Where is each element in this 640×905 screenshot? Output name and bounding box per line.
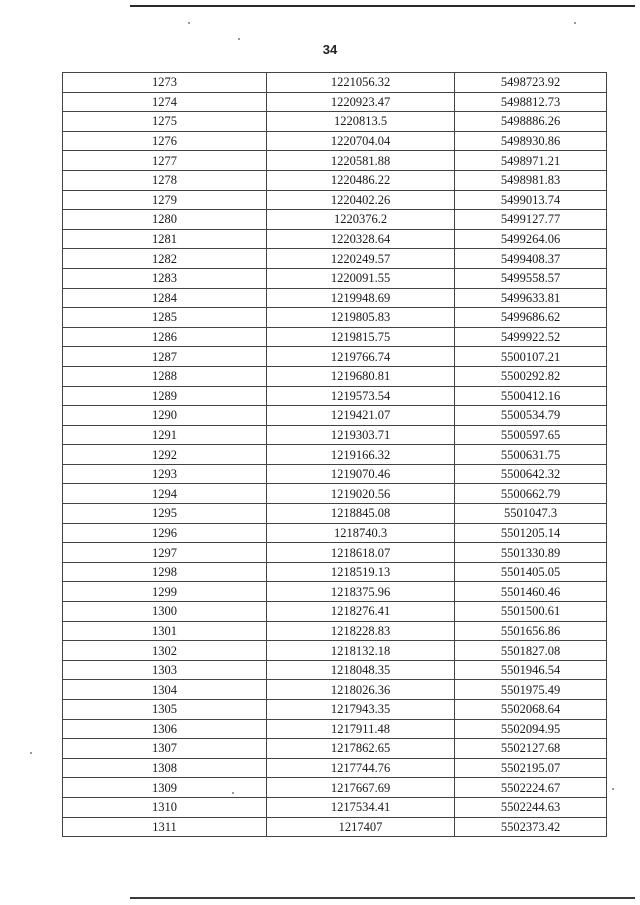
x-coordinate-cell: 1217862.65 bbox=[267, 739, 455, 759]
point-number-cell: 1310 bbox=[63, 797, 267, 817]
y-coordinate-cell: 5499264.06 bbox=[455, 229, 607, 249]
table-row bbox=[63, 660, 607, 680]
table-row bbox=[63, 739, 607, 759]
table-row bbox=[63, 523, 607, 543]
y-coordinate-cell: 5502244.63 bbox=[455, 797, 607, 817]
x-coordinate-cell: 1218026.36 bbox=[267, 680, 455, 700]
point-number-cell: 1306 bbox=[63, 719, 267, 739]
x-coordinate-cell: 1219070.46 bbox=[267, 464, 455, 484]
point-number-cell: 1298 bbox=[63, 562, 267, 582]
y-coordinate-cell: 5500597.65 bbox=[455, 425, 607, 445]
point-number-cell: 1281 bbox=[63, 229, 267, 249]
point-number-cell: 1297 bbox=[63, 543, 267, 563]
scan-speck bbox=[574, 22, 576, 24]
x-coordinate-cell: 1219680.81 bbox=[267, 366, 455, 386]
table-row bbox=[63, 386, 607, 406]
table-row bbox=[63, 131, 607, 151]
scan-speck bbox=[238, 38, 240, 40]
x-coordinate-cell: 1217911.48 bbox=[267, 719, 455, 739]
y-coordinate-cell: 5498930.86 bbox=[455, 131, 607, 151]
table-row bbox=[63, 73, 607, 93]
point-number-cell: 1296 bbox=[63, 523, 267, 543]
y-coordinate-cell: 5498723.92 bbox=[455, 73, 607, 93]
point-number-cell: 1284 bbox=[63, 288, 267, 308]
coordinates-table-body bbox=[63, 73, 607, 837]
x-coordinate-cell: 1220813.5 bbox=[267, 112, 455, 132]
table-row bbox=[63, 210, 607, 230]
point-number-cell: 1311 bbox=[63, 817, 267, 837]
table-row bbox=[63, 347, 607, 367]
point-number-cell: 1307 bbox=[63, 739, 267, 759]
y-coordinate-cell: 5501827.08 bbox=[455, 641, 607, 661]
point-number-cell: 1305 bbox=[63, 700, 267, 720]
table-row bbox=[63, 327, 607, 347]
x-coordinate-cell: 1218228.83 bbox=[267, 621, 455, 641]
y-coordinate-cell: 5498971.21 bbox=[455, 151, 607, 171]
point-number-cell: 1290 bbox=[63, 406, 267, 426]
y-coordinate-cell: 5502127.68 bbox=[455, 739, 607, 759]
point-number-cell: 1293 bbox=[63, 464, 267, 484]
y-coordinate-cell: 5499558.57 bbox=[455, 268, 607, 288]
y-coordinate-cell: 5500631.75 bbox=[455, 445, 607, 465]
point-number-cell: 1299 bbox=[63, 582, 267, 602]
table-row bbox=[63, 719, 607, 739]
bottom-border-line bbox=[130, 897, 635, 899]
point-number-cell: 1309 bbox=[63, 778, 267, 798]
x-coordinate-cell: 1218740.3 bbox=[267, 523, 455, 543]
table-row bbox=[63, 288, 607, 308]
x-coordinate-cell: 1217667.69 bbox=[267, 778, 455, 798]
x-coordinate-cell: 1220923.47 bbox=[267, 92, 455, 112]
table-row bbox=[63, 797, 607, 817]
point-number-cell: 1295 bbox=[63, 504, 267, 524]
x-coordinate-cell: 1219166.32 bbox=[267, 445, 455, 465]
x-coordinate-cell: 1221056.32 bbox=[267, 73, 455, 93]
scan-speck bbox=[188, 22, 190, 24]
x-coordinate-cell: 1219766.74 bbox=[267, 347, 455, 367]
table-row bbox=[63, 621, 607, 641]
y-coordinate-cell: 5501946.54 bbox=[455, 660, 607, 680]
table-row bbox=[63, 308, 607, 328]
x-coordinate-cell: 1218375.96 bbox=[267, 582, 455, 602]
y-coordinate-cell: 5498812.73 bbox=[455, 92, 607, 112]
y-coordinate-cell: 5500107.21 bbox=[455, 347, 607, 367]
point-number-cell: 1274 bbox=[63, 92, 267, 112]
x-coordinate-cell: 1220704.04 bbox=[267, 131, 455, 151]
y-coordinate-cell: 5501047.3 bbox=[455, 504, 607, 524]
y-coordinate-cell: 5499013.74 bbox=[455, 190, 607, 210]
x-coordinate-cell: 1219020.56 bbox=[267, 484, 455, 504]
x-coordinate-cell: 1218519.13 bbox=[267, 562, 455, 582]
table-row bbox=[63, 817, 607, 837]
point-number-cell: 1282 bbox=[63, 249, 267, 269]
top-border-line bbox=[130, 5, 635, 7]
point-number-cell: 1302 bbox=[63, 641, 267, 661]
x-coordinate-cell: 1220581.88 bbox=[267, 151, 455, 171]
table-row bbox=[63, 562, 607, 582]
x-coordinate-cell: 1217407 bbox=[267, 817, 455, 837]
y-coordinate-cell: 5502195.07 bbox=[455, 758, 607, 778]
table-row bbox=[63, 582, 607, 602]
point-number-cell: 1287 bbox=[63, 347, 267, 367]
point-number-cell: 1280 bbox=[63, 210, 267, 230]
point-number-cell: 1304 bbox=[63, 680, 267, 700]
y-coordinate-cell: 5501656.86 bbox=[455, 621, 607, 641]
point-number-cell: 1285 bbox=[63, 308, 267, 328]
table-row bbox=[63, 190, 607, 210]
y-coordinate-cell: 5500662.79 bbox=[455, 484, 607, 504]
y-coordinate-cell: 5501330.89 bbox=[455, 543, 607, 563]
table-row bbox=[63, 484, 607, 504]
x-coordinate-cell: 1219948.69 bbox=[267, 288, 455, 308]
table-row bbox=[63, 445, 607, 465]
x-coordinate-cell: 1218845.08 bbox=[267, 504, 455, 524]
y-coordinate-cell: 5502068.64 bbox=[455, 700, 607, 720]
table-row bbox=[63, 758, 607, 778]
x-coordinate-cell: 1218618.07 bbox=[267, 543, 455, 563]
y-coordinate-cell: 5499922.52 bbox=[455, 327, 607, 347]
y-coordinate-cell: 5502094.95 bbox=[455, 719, 607, 739]
x-coordinate-cell: 1217943.35 bbox=[267, 700, 455, 720]
x-coordinate-cell: 1219303.71 bbox=[267, 425, 455, 445]
point-number-cell: 1283 bbox=[63, 268, 267, 288]
point-number-cell: 1286 bbox=[63, 327, 267, 347]
coordinates-table bbox=[62, 72, 607, 837]
y-coordinate-cell: 5501205.14 bbox=[455, 523, 607, 543]
y-coordinate-cell: 5502224.67 bbox=[455, 778, 607, 798]
y-coordinate-cell: 5499686.62 bbox=[455, 308, 607, 328]
x-coordinate-cell: 1220376.2 bbox=[267, 210, 455, 230]
point-number-cell: 1288 bbox=[63, 366, 267, 386]
x-coordinate-cell: 1218048.35 bbox=[267, 660, 455, 680]
table-row bbox=[63, 151, 607, 171]
y-coordinate-cell: 5500642.32 bbox=[455, 464, 607, 484]
y-coordinate-cell: 5498886.26 bbox=[455, 112, 607, 132]
y-coordinate-cell: 5498981.83 bbox=[455, 170, 607, 190]
x-coordinate-cell: 1219573.54 bbox=[267, 386, 455, 406]
x-coordinate-cell: 1220328.64 bbox=[267, 229, 455, 249]
y-coordinate-cell: 5499127.77 bbox=[455, 210, 607, 230]
table-row bbox=[63, 249, 607, 269]
x-coordinate-cell: 1218276.41 bbox=[267, 602, 455, 622]
table-row bbox=[63, 641, 607, 661]
scan-speck bbox=[612, 788, 614, 790]
y-coordinate-cell: 5500534.79 bbox=[455, 406, 607, 426]
y-coordinate-cell: 5501500.61 bbox=[455, 602, 607, 622]
table-row bbox=[63, 92, 607, 112]
table-row bbox=[63, 543, 607, 563]
y-coordinate-cell: 5501405.05 bbox=[455, 562, 607, 582]
scan-speck bbox=[232, 792, 234, 794]
x-coordinate-cell: 1220402.26 bbox=[267, 190, 455, 210]
y-coordinate-cell: 5499408.37 bbox=[455, 249, 607, 269]
x-coordinate-cell: 1220091.55 bbox=[267, 268, 455, 288]
point-number-cell: 1303 bbox=[63, 660, 267, 680]
y-coordinate-cell: 5500412.16 bbox=[455, 386, 607, 406]
point-number-cell: 1278 bbox=[63, 170, 267, 190]
y-coordinate-cell: 5501975.49 bbox=[455, 680, 607, 700]
table-row bbox=[63, 504, 607, 524]
y-coordinate-cell: 5499633.81 bbox=[455, 288, 607, 308]
point-number-cell: 1308 bbox=[63, 758, 267, 778]
point-number-cell: 1277 bbox=[63, 151, 267, 171]
point-number-cell: 1300 bbox=[63, 602, 267, 622]
table-row bbox=[63, 366, 607, 386]
point-number-cell: 1289 bbox=[63, 386, 267, 406]
point-number-cell: 1279 bbox=[63, 190, 267, 210]
x-coordinate-cell: 1219421.07 bbox=[267, 406, 455, 426]
x-coordinate-cell: 1217534.41 bbox=[267, 797, 455, 817]
table-row bbox=[63, 680, 607, 700]
table-row bbox=[63, 112, 607, 132]
point-number-cell: 1301 bbox=[63, 621, 267, 641]
point-number-cell: 1291 bbox=[63, 425, 267, 445]
y-coordinate-cell: 5500292.82 bbox=[455, 366, 607, 386]
table-row bbox=[63, 700, 607, 720]
x-coordinate-cell: 1218132.18 bbox=[267, 641, 455, 661]
scan-speck bbox=[30, 752, 32, 754]
table-row bbox=[63, 778, 607, 798]
table-row bbox=[63, 406, 607, 426]
table-row bbox=[63, 464, 607, 484]
point-number-cell: 1273 bbox=[63, 73, 267, 93]
x-coordinate-cell: 1220486.22 bbox=[267, 170, 455, 190]
x-coordinate-cell: 1220249.57 bbox=[267, 249, 455, 269]
point-number-cell: 1276 bbox=[63, 131, 267, 151]
table-row bbox=[63, 268, 607, 288]
table-row bbox=[63, 425, 607, 445]
x-coordinate-cell: 1219805.83 bbox=[267, 308, 455, 328]
x-coordinate-cell: 1217744.76 bbox=[267, 758, 455, 778]
y-coordinate-cell: 5501460.46 bbox=[455, 582, 607, 602]
table-row bbox=[63, 602, 607, 622]
table-row bbox=[63, 170, 607, 190]
point-number-cell: 1275 bbox=[63, 112, 267, 132]
page-number: 34 bbox=[322, 42, 338, 57]
point-number-cell: 1292 bbox=[63, 445, 267, 465]
table-row bbox=[63, 229, 607, 249]
point-number-cell: 1294 bbox=[63, 484, 267, 504]
x-coordinate-cell: 1219815.75 bbox=[267, 327, 455, 347]
y-coordinate-cell: 5502373.42 bbox=[455, 817, 607, 837]
